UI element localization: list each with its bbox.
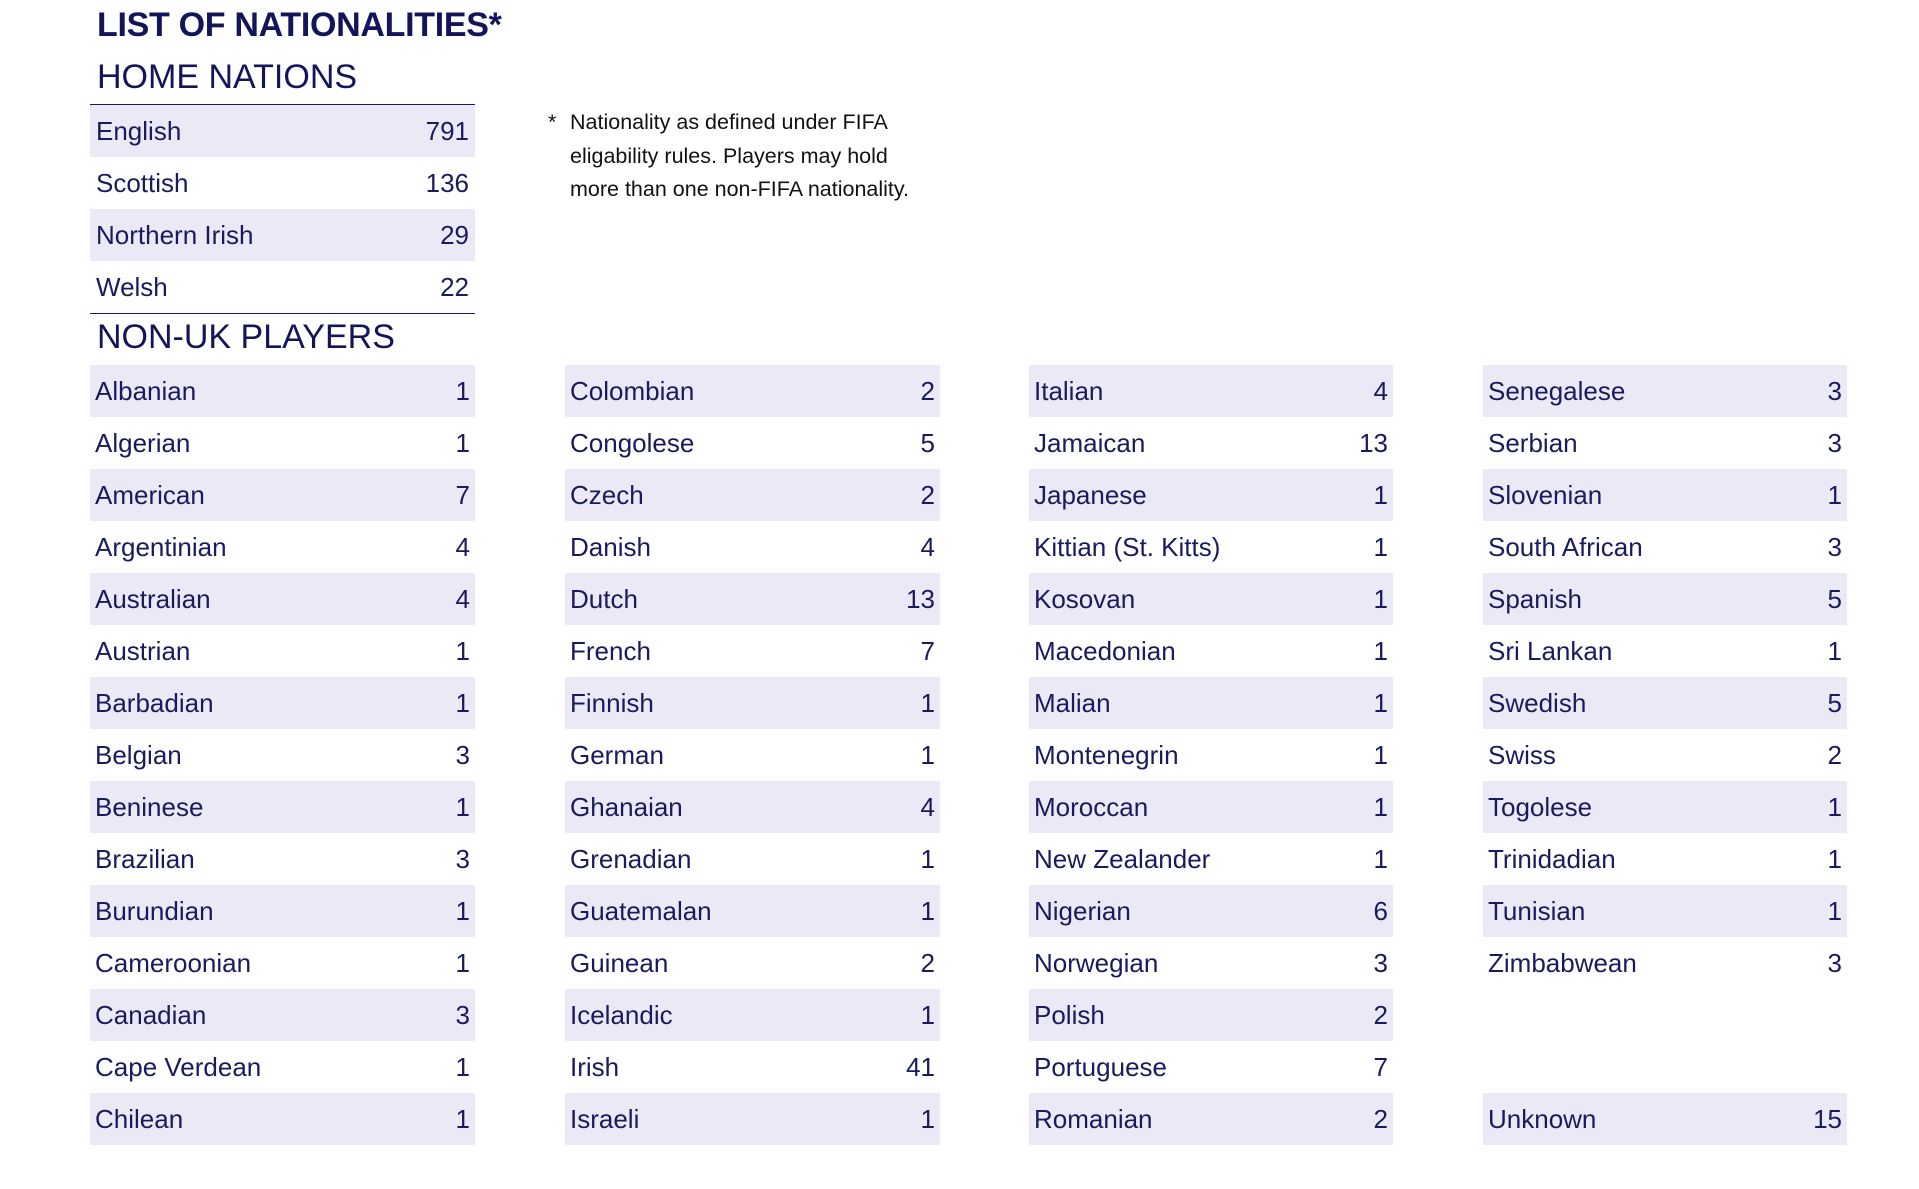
empty-row bbox=[1483, 1041, 1847, 1093]
table-row bbox=[1483, 729, 1847, 781]
table-row bbox=[565, 1041, 940, 1093]
table-row bbox=[1483, 885, 1847, 937]
table-row bbox=[1029, 677, 1393, 729]
table-row bbox=[1029, 417, 1393, 469]
nationality-name: Portuguese bbox=[1034, 1051, 1167, 1082]
nationality-name: Algerian bbox=[95, 427, 191, 458]
nationality-name: Jamaican bbox=[1034, 427, 1146, 458]
table-row bbox=[90, 573, 475, 625]
table-row bbox=[1029, 989, 1393, 1041]
player-count: 1 bbox=[455, 947, 470, 978]
nationality-name: Australian bbox=[95, 583, 211, 614]
player-count: 1 bbox=[455, 1051, 470, 1082]
nationality-name: Albanian bbox=[95, 375, 197, 406]
nationality-name: Swiss bbox=[1488, 739, 1556, 770]
nationality-column-2 bbox=[565, 365, 940, 1145]
player-count: 6 bbox=[1373, 895, 1388, 926]
player-count: 1 bbox=[1373, 531, 1388, 562]
table-row bbox=[90, 729, 475, 781]
footnote-text: Nationality as defined under FIFA eligability rules. Players may hold more than one non-FIFA nationality. bbox=[570, 110, 910, 201]
player-count: 1 bbox=[1827, 635, 1842, 666]
table-row bbox=[90, 781, 475, 833]
nationality-name: Dutch bbox=[570, 583, 638, 614]
nationality-name: Czech bbox=[570, 479, 644, 510]
player-count: 1 bbox=[455, 687, 470, 718]
player-count: 1 bbox=[1373, 843, 1388, 874]
table-row bbox=[1029, 833, 1393, 885]
player-count: 1 bbox=[455, 1103, 470, 1134]
table-row bbox=[1483, 521, 1847, 573]
nationality-name: Italian bbox=[1034, 375, 1104, 406]
nationality-name: Kosovan bbox=[1034, 583, 1136, 614]
player-count: 1 bbox=[920, 999, 935, 1030]
table-row bbox=[90, 625, 475, 677]
table-row bbox=[565, 1093, 940, 1145]
nationality-name: Montenegrin bbox=[1034, 739, 1179, 770]
table-row bbox=[90, 417, 475, 469]
nationality-name: Brazilian bbox=[95, 843, 195, 874]
player-count: 1 bbox=[1827, 843, 1842, 874]
nationality-column-3 bbox=[1029, 365, 1393, 1145]
nationality-column-4 bbox=[1483, 365, 1847, 1145]
player-count: 13 bbox=[1359, 427, 1388, 458]
player-count: 1 bbox=[455, 427, 470, 458]
nationality-name: Congolese bbox=[570, 427, 695, 458]
table-row bbox=[90, 261, 475, 313]
nationality-name: Polish bbox=[1034, 999, 1105, 1030]
table-row bbox=[565, 885, 940, 937]
nationality-name: South African bbox=[1488, 531, 1643, 562]
table-row bbox=[1029, 521, 1393, 573]
nationality-name: Senegalese bbox=[1488, 375, 1626, 406]
table-row bbox=[565, 521, 940, 573]
nationality-name: Canadian bbox=[95, 999, 207, 1030]
nationality-name: Sri Lankan bbox=[1488, 635, 1613, 666]
table-row bbox=[90, 365, 475, 417]
player-count: 1 bbox=[1827, 895, 1842, 926]
table-row bbox=[90, 677, 475, 729]
table-row bbox=[1483, 365, 1847, 417]
nationality-name: Norwegian bbox=[1034, 947, 1159, 978]
nationality-name: Irish bbox=[570, 1051, 620, 1082]
table-row bbox=[90, 885, 475, 937]
nationality-name: Togolese bbox=[1488, 791, 1593, 822]
player-count: 2 bbox=[1827, 739, 1842, 770]
nationality-name: American bbox=[95, 479, 205, 510]
table-row bbox=[565, 781, 940, 833]
table-row bbox=[90, 989, 475, 1041]
player-count: 1 bbox=[455, 791, 470, 822]
player-count: 29 bbox=[440, 219, 469, 250]
page-title: LIST OF NATIONALITIES* bbox=[97, 6, 502, 44]
player-count: 3 bbox=[1827, 947, 1842, 978]
nationality-name: Cameroonian bbox=[95, 947, 252, 978]
nationality-name: Macedonian bbox=[1034, 635, 1176, 666]
table-row bbox=[1029, 885, 1393, 937]
nationality-name: Slovenian bbox=[1488, 479, 1603, 510]
player-count: 1 bbox=[920, 739, 935, 770]
table-row bbox=[1483, 677, 1847, 729]
nationality-name: Colombian bbox=[570, 375, 695, 406]
player-count: 1 bbox=[1827, 479, 1842, 510]
footnote-marker: * bbox=[548, 110, 557, 134]
player-count: 1 bbox=[1373, 739, 1388, 770]
nationality-name: Danish bbox=[570, 531, 651, 562]
nationality-name: Zimbabwean bbox=[1488, 947, 1637, 978]
player-count: 2 bbox=[920, 947, 935, 978]
table-row bbox=[90, 209, 475, 261]
player-count: 4 bbox=[1373, 375, 1388, 406]
player-count: 5 bbox=[1827, 583, 1842, 614]
table-row bbox=[1483, 573, 1847, 625]
table-row bbox=[1483, 937, 1847, 989]
player-count: 4 bbox=[920, 791, 935, 822]
nationality-name: Argentinian bbox=[95, 531, 227, 562]
nationality-name: Unknown bbox=[1488, 1103, 1597, 1134]
table-row bbox=[565, 989, 940, 1041]
nationality-name: Scottish bbox=[96, 167, 189, 198]
player-count: 7 bbox=[920, 635, 935, 666]
player-count: 3 bbox=[1827, 427, 1842, 458]
player-count: 41 bbox=[906, 1051, 935, 1082]
table-row bbox=[565, 937, 940, 989]
nationality-name: Northern Irish bbox=[96, 219, 254, 250]
table-row bbox=[1029, 1041, 1393, 1093]
table-row bbox=[90, 1093, 475, 1145]
nationality-name: Burundian bbox=[95, 895, 214, 926]
table-row bbox=[90, 105, 475, 157]
table-row bbox=[90, 937, 475, 989]
table-row bbox=[565, 573, 940, 625]
player-count: 4 bbox=[920, 531, 935, 562]
table-row bbox=[1029, 469, 1393, 521]
nationality-name: Grenadian bbox=[570, 843, 692, 874]
table-row bbox=[1029, 729, 1393, 781]
player-count: 2 bbox=[920, 479, 935, 510]
nationality-name: Romanian bbox=[1034, 1103, 1153, 1134]
nationality-name: Israeli bbox=[570, 1103, 640, 1134]
player-count: 3 bbox=[455, 739, 470, 770]
player-count: 2 bbox=[1373, 1103, 1388, 1134]
nationality-name: Finnish bbox=[570, 687, 654, 718]
nationality-name: Guatemalan bbox=[570, 895, 712, 926]
nationality-name: Swedish bbox=[1488, 687, 1587, 718]
table-row bbox=[90, 469, 475, 521]
player-count: 2 bbox=[920, 375, 935, 406]
player-count: 5 bbox=[920, 427, 935, 458]
table-row bbox=[1029, 625, 1393, 677]
table-row bbox=[565, 365, 940, 417]
player-count: 3 bbox=[455, 999, 470, 1030]
player-count: 1 bbox=[1373, 635, 1388, 666]
table-row bbox=[1029, 573, 1393, 625]
player-count: 1 bbox=[920, 1103, 935, 1134]
player-count: 1 bbox=[920, 843, 935, 874]
player-count: 1 bbox=[1373, 791, 1388, 822]
nationality-name: Malian bbox=[1034, 687, 1111, 718]
player-count: 3 bbox=[1827, 531, 1842, 562]
nationality-name: French bbox=[570, 635, 651, 666]
non-uk-heading: NON-UK PLAYERS bbox=[97, 318, 395, 356]
table-row bbox=[1029, 937, 1393, 989]
home-nations-table bbox=[90, 104, 475, 314]
nationality-name: Welsh bbox=[96, 271, 168, 302]
player-count: 1 bbox=[455, 375, 470, 406]
table-row bbox=[90, 833, 475, 885]
player-count: 1 bbox=[920, 895, 935, 926]
player-count: 5 bbox=[1827, 687, 1842, 718]
nationality-name: Japanese bbox=[1034, 479, 1147, 510]
table-row bbox=[1483, 469, 1847, 521]
nationality-name: Kittian (St. Kitts) bbox=[1034, 531, 1221, 562]
nationality-name: Beninese bbox=[95, 791, 204, 822]
nationality-name: Nigerian bbox=[1034, 895, 1131, 926]
nationality-name: Trinidadian bbox=[1488, 843, 1616, 874]
table-row bbox=[90, 1041, 475, 1093]
player-count: 7 bbox=[455, 479, 470, 510]
nationality-name: Cape Verdean bbox=[95, 1051, 262, 1082]
player-count: 3 bbox=[455, 843, 470, 874]
nationality-name: Guinean bbox=[570, 947, 669, 978]
player-count: 1 bbox=[920, 687, 935, 718]
table-row bbox=[1483, 1093, 1847, 1145]
player-count: 1 bbox=[455, 635, 470, 666]
player-count: 791 bbox=[425, 115, 469, 146]
table-row bbox=[90, 157, 475, 209]
player-count: 4 bbox=[455, 531, 470, 562]
table-row bbox=[565, 833, 940, 885]
player-count: 13 bbox=[906, 583, 935, 614]
player-count: 1 bbox=[1373, 479, 1388, 510]
nationality-name: German bbox=[570, 739, 664, 770]
table-row bbox=[565, 417, 940, 469]
empty-row bbox=[1483, 989, 1847, 1041]
table-row bbox=[1483, 625, 1847, 677]
player-count: 1 bbox=[1827, 791, 1842, 822]
nationality-name: Serbian bbox=[1488, 427, 1578, 458]
player-count: 3 bbox=[1373, 947, 1388, 978]
table-row bbox=[1483, 781, 1847, 833]
player-count: 4 bbox=[455, 583, 470, 614]
nationality-name: Tunisian bbox=[1488, 895, 1586, 926]
table-row bbox=[1483, 417, 1847, 469]
table-row bbox=[565, 729, 940, 781]
nationality-name: Austrian bbox=[95, 635, 191, 666]
player-count: 7 bbox=[1373, 1051, 1388, 1082]
nationality-name: Spanish bbox=[1488, 583, 1582, 614]
table-row bbox=[90, 521, 475, 573]
nationality-name: Icelandic bbox=[570, 999, 673, 1030]
nationality-column-1 bbox=[90, 365, 475, 1145]
player-count: 1 bbox=[1373, 583, 1388, 614]
footnote bbox=[548, 106, 968, 207]
player-count: 1 bbox=[455, 895, 470, 926]
player-count: 3 bbox=[1827, 375, 1842, 406]
player-count: 136 bbox=[425, 167, 469, 198]
nationality-name: Chilean bbox=[95, 1103, 184, 1134]
player-count: 22 bbox=[440, 271, 469, 302]
nationality-name: New Zealander bbox=[1034, 843, 1211, 874]
table-row bbox=[565, 469, 940, 521]
table-row bbox=[565, 677, 940, 729]
nationality-name: Moroccan bbox=[1034, 791, 1149, 822]
player-count: 2 bbox=[1373, 999, 1388, 1030]
table-row bbox=[565, 625, 940, 677]
table-row bbox=[1029, 781, 1393, 833]
table-row bbox=[1029, 1093, 1393, 1145]
nationality-name: Ghanaian bbox=[570, 791, 683, 822]
home-nations-heading: HOME NATIONS bbox=[97, 58, 358, 96]
player-count: 15 bbox=[1813, 1103, 1842, 1134]
nationality-name: Barbadian bbox=[95, 687, 214, 718]
table-row bbox=[1483, 833, 1847, 885]
nationality-name: English bbox=[96, 115, 182, 146]
nationality-name: Belgian bbox=[95, 739, 182, 770]
player-count: 1 bbox=[1373, 687, 1388, 718]
table-row bbox=[1029, 365, 1393, 417]
